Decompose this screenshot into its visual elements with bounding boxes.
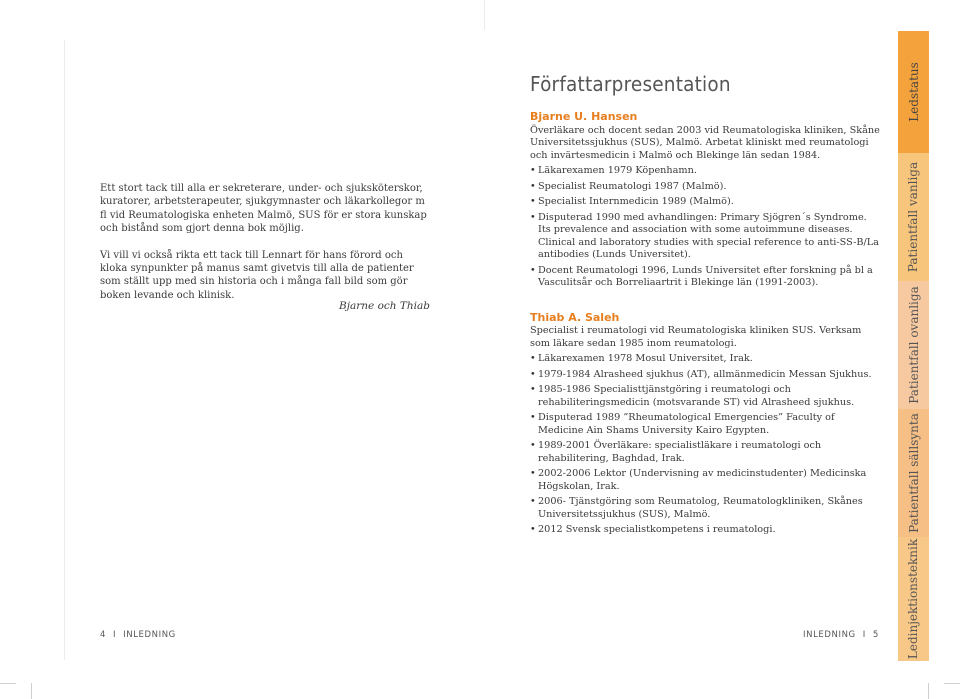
section-tabs xyxy=(898,31,929,661)
list-item: • Specialist Internmedicin 1989 (Malmö). xyxy=(530,196,880,209)
author-description: Överläkare och docent sedan 2003 vid Reumatologiska kliniken, Skåne Universitetssjukhus (SUS), Malmö. Arbetat kliniskt med reumatologi och invärtesmedicin i Malmö och Blekinge län sedan 1984. xyxy=(530,124,880,161)
page-number: 5 xyxy=(872,630,879,640)
list-item: • 2012 Svensk specialistkompetens i reumatologi. xyxy=(530,524,880,537)
folio-section: INLEDNING xyxy=(803,630,856,640)
tab-patientfall-sallsynta[interactable] xyxy=(898,409,929,537)
signature: Bjarne och Thiab xyxy=(339,300,430,312)
list-item: • Specialist Reumatologi 1987 (Malmö). xyxy=(530,181,880,194)
author-name: Thiab A. Saleh xyxy=(530,310,620,324)
list-item: • Disputerad 1990 med avhandlingen: Primary Sjögren´s Syndrome. Its prevalence and association with some autoimmune diseases. Clinical and laboratory studies with special reference to anti-SS-B/La antibodies (Lunds Universitet). xyxy=(530,212,880,262)
folio-section: INLEDNING xyxy=(123,630,176,640)
list-item: • Disputerad 1989 ”Rheumatological Emergencies” Faculty of Medicine Ain Shams University Kairo Egypten. xyxy=(530,412,880,437)
folio-right xyxy=(803,630,879,640)
tab-ledinjektionsteknik[interactable] xyxy=(898,537,929,661)
list-item: • 1985-1986 Specialisttjänstgöring i reumatologi och rehabiliteringsmedicin (motsvarande ST) vid Alrasheed sjukhus. xyxy=(530,384,880,409)
tab-ledstatus[interactable] xyxy=(898,31,929,153)
author-block xyxy=(530,312,880,537)
folio-separator: I xyxy=(862,630,866,640)
author-credentials xyxy=(530,353,880,537)
author-credentials xyxy=(530,165,880,290)
tab-patientfall-vanliga[interactable] xyxy=(898,153,929,281)
tab-label: Ledinjektionsteknik xyxy=(906,538,921,660)
tab-label: Patientfall ovanliga xyxy=(906,286,921,404)
list-item: • 1989-2001 Överläkare: specialistläkare i reumatologi och rehabilitering, Baghdad, Irak. xyxy=(530,440,880,465)
tab-label: Patientfall sällsynta xyxy=(906,413,921,533)
list-item: • 1979-1984 Alrasheed sjukhus (AT), allmänmedicin Messan Sjukhus. xyxy=(530,369,880,382)
page-number: 4 xyxy=(100,630,107,640)
list-item: • Läkarexamen 1978 Mosul Universitet, Irak. xyxy=(530,353,880,366)
tab-patientfall-ovanliga[interactable] xyxy=(898,281,929,409)
tab-label: Ledstatus xyxy=(906,62,921,122)
tab-label: Patientfall vanliga xyxy=(906,161,921,273)
list-item: • Docent Reumatologi 1996, Lunds Universitet efter forskning på bl a Vasculitsår och Borreliaartrit i Blekinge län (1991-2003). xyxy=(530,265,880,290)
author-name: Bjarne U. Hansen xyxy=(530,110,638,123)
acknowledgement-paragraph-1: Ett stort tack till alla er sekreterare, under- och sjuksköterskor, kuratorer, arbetsterapeuter, sjukgymnaster och läkarkollegor m fl vid Reumatologiska enheten Malmö, SUS för er stora kunskap och bistånd som gjort denna bok möjlig. xyxy=(100,183,427,235)
list-item: • 2006- Tjänstgöring som Reumatolog, Reumatologkliniken, Skånes Universitetssjukhus (SUS), Malmö. xyxy=(530,496,880,521)
acknowledgement-paragraph-2: Vi vill vi också rikta ett tack till Lennart för hans förord och kloka synpunkter på manus samt givetvis till alla de patienter som ställt upp med sin historia och i många fall bild som gör boken levande och klinisk. xyxy=(100,249,414,301)
folio-left xyxy=(100,630,176,640)
page-title: Författarpresentation xyxy=(530,72,731,96)
right-page xyxy=(480,0,960,699)
author-block xyxy=(530,111,880,290)
acknowledgements xyxy=(100,182,432,315)
list-item: • 2002-2006 Lektor (Undervisning av medicinstudenter) Medicinska Högskolan, Irak. xyxy=(530,468,880,493)
folio-separator: I xyxy=(113,630,117,640)
author-presentations xyxy=(530,111,880,540)
author-description: Specialist i reumatologi vid Reumatologiska kliniken SUS. Verksam som läkare sedan 1985 inom reumatologi. xyxy=(530,325,862,349)
list-item: • Läkarexamen 1979 Köpenhamn. xyxy=(530,165,880,178)
